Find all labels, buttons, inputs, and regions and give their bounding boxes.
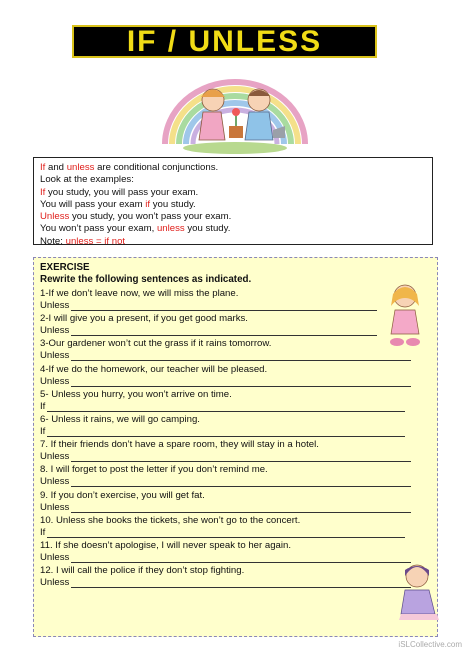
answer-starter: If [40,400,46,412]
exercise-instruction: Rewrite the following sentences as indicated. [40,274,252,285]
highlighted-term: unless [156,223,185,235]
answer-starter: Unless [40,501,70,513]
answer-row [40,401,405,412]
answer-row [40,325,377,336]
exercise-question: 2-I will give you a present, if you get good marks. [40,313,248,325]
page-title: IF / UNLESS [126,24,323,58]
answer-blank-line[interactable] [71,477,411,487]
intro-line [40,211,426,223]
grammar-explanation-box [33,157,433,245]
answer-starter: If [40,526,46,538]
highlighted-term: if [145,198,151,210]
intro-line [40,236,426,248]
answer-starter: Unless [40,552,70,563]
intro-text: you study, you will pass your exam. [45,186,199,198]
answer-blank-line[interactable] [47,528,405,538]
exercise-question: 10. Unless she books the tickets, she won’t go to the concert. [40,514,301,526]
answer-row [40,552,411,563]
answer-row [40,376,411,387]
answer-blank-line[interactable] [71,301,377,311]
answer-blank-line[interactable] [71,452,411,462]
answer-row [40,476,411,487]
exercise-question: 4-If we do the homework, our teacher will be pleased. [40,363,268,375]
footer-watermark: iSLCollective.com [398,640,462,649]
exercise-question: 6- Unless it rains, we will go camping. [40,414,200,425]
answer-starter: Unless [40,451,70,463]
exercise-question: 3-Our gardener won’t cut the grass if it rains tomorrow. [40,338,272,350]
answer-starter: Unless [40,375,70,387]
exercise-question: 1-If we don’t leave now, we will miss the plane. [40,288,239,299]
answer-starter: Unless [40,476,70,488]
answer-blank-line[interactable] [71,326,377,336]
intro-text: You won’t pass your exam, [40,223,157,235]
answer-blank-line[interactable] [47,402,405,412]
highlighted-term: If [40,162,46,173]
answer-starter: Unless [40,300,70,311]
children-rainbow-illustration [155,64,315,156]
intro-line [40,199,426,211]
intro-text: you study, you won’t pass your exam. [69,211,232,223]
highlighted-term: Unless [40,211,70,223]
answer-blank-line[interactable] [71,351,411,361]
highlighted-term: If [40,186,46,198]
intro-text: You will pass your exam [40,198,146,210]
intro-line [40,187,426,199]
answer-starter: Unless [40,577,70,589]
intro-line [40,174,426,186]
title-banner [72,25,377,58]
answer-row [40,577,411,588]
exercise-panel [33,257,438,637]
answer-blank-line[interactable] [71,377,411,387]
answer-row [40,527,405,538]
intro-text: Look at the examples: [40,174,134,186]
exercise-heading: EXERCISE [40,262,90,273]
exercise-question: 12. I will call the police if they don’t stop fighting. [40,565,245,577]
answer-row [40,451,411,462]
answer-row [40,502,411,513]
girl-kneeling-illustration [395,560,443,624]
intro-text: are conditional conjunctions. [94,162,219,173]
answer-blank-line[interactable] [71,553,411,563]
answer-starter: If [40,426,46,437]
intro-text: you study. [184,223,231,235]
girl-sitting-illustration [383,280,427,350]
intro-text: Note: [40,235,66,247]
answer-row [40,350,411,361]
exercise-question: 8. I will forget to post the letter if you don’t remind me. [40,464,268,476]
answer-starter: Unless [40,350,70,362]
answer-blank-line[interactable] [71,503,411,513]
highlighted-term: unless [66,162,95,173]
answer-blank-line[interactable] [47,427,405,437]
highlighted-term: unless = if not [65,235,126,247]
answer-starter: Unless [40,325,70,337]
intro-line [40,162,426,174]
intro-text: you study. [150,198,196,210]
exercise-question: 11. If she doesn’t apologise, I will never speak to her again. [40,540,292,551]
intro-text: and [45,162,67,173]
intro-line [40,223,426,235]
answer-blank-line[interactable] [71,578,411,588]
answer-row [40,426,405,437]
exercise-question: 7. If their friends don’t have a spare room, they will stay in a hotel. [40,439,319,451]
answer-row [40,300,377,311]
exercise-question: 5- Unless you hurry, you won’t arrive on time. [40,388,232,400]
exercise-question: 9. If you don’t exercise, you will get fat. [40,489,205,501]
